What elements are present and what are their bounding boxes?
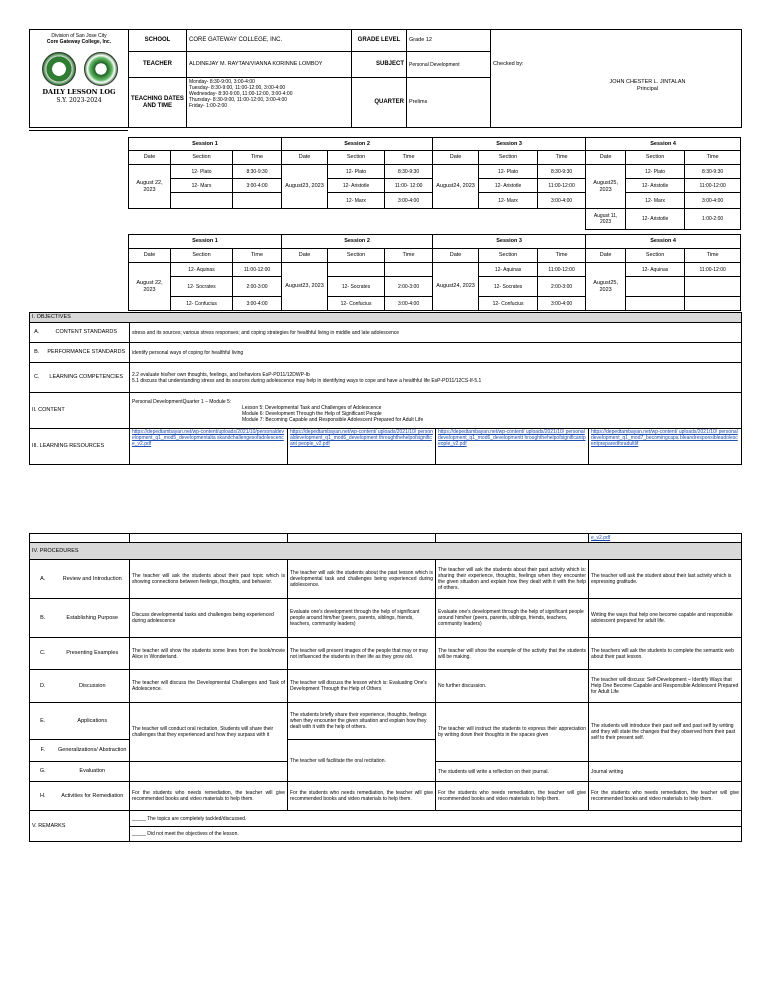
procedure-cell: Journal writing: [589, 762, 742, 782]
item-letter: C.: [30, 363, 44, 393]
time-cell: 2:00-3:00: [538, 277, 586, 297]
procedure-letter: H.: [30, 782, 56, 811]
learning-competencies-text: [130, 363, 742, 393]
procedure-cell: For the students who needs remediation, the teacher will give recommended books and video materials to help them.: [436, 782, 589, 811]
performance-standards-text: identify personal ways of coping for healthful living: [130, 343, 742, 363]
col-date: Date: [282, 249, 328, 263]
session-heading: Session 3: [433, 235, 586, 249]
time-cell: 3:00-4:00: [538, 297, 586, 311]
procedures-table: [29, 533, 742, 842]
time-cell: 3:00-4:00: [385, 193, 433, 209]
col-time: Time: [538, 249, 586, 263]
procedure-row: [30, 703, 742, 740]
procedure-cell: The teacher will present images of the people that may or may not influenced the students in their life as they grow old.: [288, 638, 436, 670]
session-heading: Session 2: [282, 235, 433, 249]
section-cell: 12- Aquinas: [626, 263, 685, 277]
procedure-title: Evaluation: [56, 762, 130, 782]
col-section: Section: [328, 151, 385, 165]
time-line: Wednesday- 8:30-9:00, 11:00-12:00, 3:00-4:00: [189, 91, 293, 97]
time-line: Tuesday- 8:30-9:00, 11:00-12:00, 3:00-4:00: [189, 85, 286, 91]
col-section: Section: [171, 151, 233, 165]
item-letter: B.: [30, 343, 44, 363]
checked-by-cell: [491, 30, 742, 128]
time-cell: 3:00-4:00: [385, 297, 433, 311]
section-cell: [626, 277, 685, 297]
section-cell: 12- Aquinas: [171, 263, 233, 277]
procedure-title: Discussion: [56, 670, 130, 703]
procedure-cell: Discuss developmental tasks and challenges being experienced during adolescence: [130, 599, 288, 638]
section-cell: 12- Socrates: [328, 277, 385, 297]
section-cell: [626, 297, 685, 311]
col-section: Section: [479, 151, 538, 165]
procedure-row: [30, 599, 742, 638]
procedure-cell: The teacher will discuss: Self-Development – Identify Ways that Help One Become Capable and Responsible Adolescent Prepared for Adult Life: [589, 670, 742, 703]
col-time: Time: [685, 249, 741, 263]
time-cell: 3:00-4:00: [233, 179, 282, 193]
section-cell: 12- Confucius: [479, 297, 538, 311]
time-cell: 11:00-12:00: [538, 179, 586, 193]
quarter-value: Prelims: [407, 78, 491, 128]
objectives-table: [29, 312, 742, 465]
resource-link[interactable]: https://depedtambayan.net/wp-content/ uploads/2021/10/ personaldevelopment_q1_mod7_becomingcapa bleandresponsibleadolescentpreparedforadultlif: [589, 429, 742, 465]
school-branding: [30, 30, 129, 128]
col-date: Date: [129, 151, 171, 165]
content-standards-text: stress and its sources; various stress responses; and coping strategies for healthful living in middle and late adolescence: [130, 323, 742, 343]
procedure-row: [30, 670, 742, 703]
time-cell: 8:30-9:30: [233, 165, 282, 179]
col-date: Date: [433, 151, 479, 165]
time-cell: 3:00-4:00: [233, 297, 282, 311]
col-section: Section: [328, 249, 385, 263]
col-section: Section: [626, 151, 685, 165]
section-cell: 12- Marx: [479, 193, 538, 209]
procedure-title: Establishing Purpose: [56, 599, 130, 638]
col-date: Date: [129, 249, 171, 263]
time-cell: 2:00-3:00: [233, 277, 282, 297]
procedure-cell: No further discussion.: [436, 670, 589, 703]
col-section: Section: [171, 249, 233, 263]
col-date: Date: [586, 151, 626, 165]
school-year: S.Y. 2023-2024: [56, 97, 102, 104]
procedure-row: [30, 560, 742, 599]
section-cell: 12- Marx: [328, 193, 385, 209]
time-cell: 8:30-9:30: [685, 165, 741, 179]
section-cell: 12- Aquinas: [479, 263, 538, 277]
resource-link-tail[interactable]: e_v2.pdf: [589, 534, 742, 543]
time-cell: [685, 297, 741, 311]
session-heading: Session 3: [433, 138, 586, 151]
time-cell: 11:00-12:00: [538, 263, 586, 277]
teaching-times: [187, 78, 352, 128]
time-cell: 3:00-4:00: [685, 193, 741, 209]
session-date: August 22, 2023: [129, 165, 171, 209]
procedure-letter: D.: [30, 670, 56, 703]
competency-line: 2.2 evaluate his/her own thoughts, feelings, and behaviors EsP-PD11/12DWP-Ib: [132, 371, 310, 378]
teaching-dates-label: TEACHING DATES AND TIME: [129, 78, 187, 128]
procedure-row: [30, 638, 742, 670]
school-logo: [42, 52, 76, 86]
time-cell: 11:00- 12:00: [385, 179, 433, 193]
section-cell: 12- Plato: [626, 165, 685, 179]
quarter-label: QUARTER: [352, 78, 407, 128]
procedure-cell: The teacher will discuss the Developmental Challenges and Task of Adolescence.: [130, 670, 288, 703]
time-line: Monday- 8:30-9:00, 3:00-4:00: [189, 79, 255, 85]
procedure-cell: The students will write a reflection on their journal.: [436, 762, 589, 782]
content-standards-label: CONTENT STANDARDS: [44, 323, 130, 343]
section-cell: 12- Aristotle: [479, 179, 538, 193]
procedures-heading: IV. PROCEDURES: [30, 543, 742, 560]
procedure-cell: The teachers will ask the students to complete the semantic web about their past lesson.: [589, 638, 742, 670]
item-letter: A.: [30, 323, 44, 343]
section-cell: [171, 193, 233, 209]
time-cell: 2:00-3:00: [385, 277, 433, 297]
section-cell: 12- Socrates: [479, 277, 538, 297]
checked-by-label: Checked by:: [493, 61, 524, 67]
checker-name: JOHN CHESTER L. JINTALAN: [609, 79, 686, 85]
col-time: Time: [538, 151, 586, 165]
procedure-cell: For the students who needs remediation, the teacher will give recommended books and video materials to help them.: [288, 782, 436, 811]
section-cell: 12- Marx: [171, 179, 233, 193]
content-text: [130, 393, 742, 429]
time-cell: 11:00-12:00: [685, 179, 741, 193]
col-date: Date: [282, 151, 328, 165]
procedure-title: Generalizations/ Abstraction: [56, 740, 130, 762]
section-cell: 12- Plato: [328, 165, 385, 179]
divider-line: [29, 130, 128, 131]
session-heading: Session 4: [586, 138, 741, 151]
procedure-letter: A.: [30, 560, 56, 599]
procedure-letter: G.: [30, 762, 56, 782]
procedure-cell: The teacher will ask the students about their past activity which is: sharing their experience, thoughts, feelings when they encounter the given situation and explain how they dealt with it with the help of others.: [436, 560, 589, 599]
col-time: Time: [233, 151, 282, 165]
school-short-name: Core Gateway College, Inc.: [46, 39, 112, 45]
time-cell: 11:00-12:00: [685, 263, 741, 277]
session-date: August25, 2023: [586, 263, 626, 311]
grade-level-value: Grade 12: [407, 30, 491, 52]
procedure-cell: The students briefly share their experience, thoughts, feelings when they encounter the given situation and explain how they dealt with it with the help of others.: [288, 703, 436, 740]
section-cell: 12- Socrates: [171, 277, 233, 297]
content-line: Module 7: Becoming Capable and Responsible Adolescent Prepared for Adult Life: [242, 416, 424, 423]
col-time: Time: [233, 249, 282, 263]
col-section: Section: [479, 249, 538, 263]
content-line: Personal DevelopmentQuarter 1 – Module 5:: [132, 398, 232, 405]
procedure-cell: The teacher will facilitate the oral recitation.: [288, 740, 436, 782]
session-heading: Session 4: [586, 235, 741, 249]
schedule-table-1: [128, 137, 741, 230]
procedure-cell: The teacher will show the students some lines from the book/movie Alice in Wonderland.: [130, 638, 288, 670]
school-value: CORE GATEWAY COLLEGE, INC.: [187, 30, 352, 52]
procedure-cell: Evaluate one's development through the help of significant people around him/her (peers, parents, siblings, friends, teachers, community leaders): [288, 599, 436, 638]
col-time: Time: [685, 151, 741, 165]
section-cell: 12- Plato: [479, 165, 538, 179]
deped-seal: [84, 52, 118, 86]
section-cell: 12- Aristotle: [328, 179, 385, 193]
time-cell: 8:30-9:30: [385, 165, 433, 179]
procedure-title: Review and Introduction: [56, 560, 130, 599]
time-line: Friday- 1:00-2:00: [189, 103, 228, 109]
procedure-title: Applications: [56, 703, 130, 740]
procedure-cell: The teacher will show the example of the activity that the students will be making.: [436, 638, 589, 670]
col-section: Section: [626, 249, 685, 263]
procedure-title: Activities for Remediation: [56, 782, 130, 811]
time-cell: 11:00-12:00: [233, 263, 282, 277]
time-line: Thursday- 8:30-9:00, 11:00-12:00, 3:00-4:00: [189, 97, 288, 103]
procedure-cell: The teacher will ask the student about their last activity which is expressing gratitude.: [589, 560, 742, 599]
content-line: Module 6: Development Through the Help of Significant People: [242, 410, 382, 417]
procedure-cell: The teacher will discuss the lesson which is: Evaluating One's Development Through the Help of Others: [288, 670, 436, 703]
procedure-letter: C.: [30, 638, 56, 670]
performance-standards-label: PERFORMANCE STANDARDS: [44, 343, 130, 363]
objectives-heading: I. OBJECTIVES: [30, 313, 742, 323]
resource-link[interactable]: https://depedtambayan.net/wp-content/ uploads/2021/10/ personaldevelopment_q1_mod6_developmentt hroughthehelpofsignificantpeople_v2.pdf: [436, 429, 589, 465]
remarks-text: [130, 811, 742, 842]
procedure-cell: The teacher will ask the students about their past topic which is showing connections between feelings, thoughts, and behavior.: [130, 560, 288, 599]
subject-value: Personal Development: [407, 52, 491, 78]
log-title: DAILY LESSON LOG: [42, 88, 116, 96]
session-date: August25, 2023: [586, 165, 626, 209]
section-cell: 12- Confucius: [171, 297, 233, 311]
procedure-letter: B.: [30, 599, 56, 638]
section-cell: 12- Confucius: [328, 297, 385, 311]
session-date: August23, 2023: [282, 165, 328, 209]
procedure-letter: E.: [30, 703, 56, 740]
learning-competencies-label: LEARNING COMPETENCIES: [44, 363, 130, 393]
procedure-title: Presenting Examples: [56, 638, 130, 670]
procedure-cell: For the students who needs remediation, the teacher will give recommended books and video materials to help them.: [130, 782, 288, 811]
col-time: Time: [385, 249, 433, 263]
session-date: August24, 2023: [433, 165, 479, 209]
section-cell: 12- Aristotle: [626, 209, 685, 230]
resources-heading: III. LEARNING RESOURCES: [30, 429, 130, 465]
time-cell: [233, 193, 282, 209]
time-cell: 1:00-2:00: [685, 209, 741, 230]
time-cell: 8:30-9:30: [538, 165, 586, 179]
session-date: August 22, 2023: [129, 263, 171, 311]
col-date: Date: [433, 249, 479, 263]
header-table: [29, 29, 742, 128]
procedure-row: [30, 782, 742, 811]
procedure-cell: The students will introduce their past self and past self by writing and they will state the changes that they observed from their past self to their present self.: [589, 703, 742, 762]
content-heading: II. CONTENT: [30, 393, 130, 429]
session-date: August23, 2023: [282, 263, 328, 311]
section-cell: 12- Aristotle: [626, 179, 685, 193]
grade-level-label: GRADE LEVEL: [352, 30, 407, 52]
procedure-cell: Writing the ways that help one become capable and responsible adolescent prepared for adult life.: [589, 599, 742, 638]
col-date: Date: [586, 249, 626, 263]
competency-line: 5.1 discuss that understanding stress and its sources during adolescence may help in identifying ways to cope and have a healthful life EsP-PD11/12CS-If-5.1: [132, 377, 482, 384]
procedure-cell: For the students who needs remediation, the teacher will give recommended books and video materials to help them.: [589, 782, 742, 811]
time-cell: 3:00-4:00: [538, 193, 586, 209]
remark-line: _____ Did not meet the objectives of the lesson.: [132, 830, 239, 837]
session-date: August24, 2023: [433, 263, 479, 311]
col-time: Time: [385, 151, 433, 165]
procedure-letter: F.: [30, 740, 56, 762]
session-heading: Session 1: [129, 138, 282, 151]
resource-link[interactable]: https://depedtambayan.net/wp-content/uploads/2021/10/personaldevelopment_q1_mod5_developmentalta skandchallengesofadolescence_v2.pdf: [130, 429, 288, 465]
procedure-cell: [130, 762, 288, 782]
procedure-cell: Evaluate one's development through the help of significant people around him/her (peers, parents, siblings, friends, teachers, community leaders): [436, 599, 589, 638]
procedure-cell: The teacher will conduct oral recitation. Students will share their challenges that they experienced and how they surpass with it: [130, 703, 288, 762]
school-label: SCHOOL: [129, 30, 187, 52]
session-heading: Session 2: [282, 138, 433, 151]
resource-link[interactable]: https://depedtambayan.net/wp-content/ uploads/2021/10/ personaldevelopment_q1_mod6_development throughthehelpofsignificant people_v2.pdf: [288, 429, 436, 465]
checker-title: Principal: [636, 86, 659, 92]
remarks-heading: V. REMARKS: [30, 811, 130, 842]
procedure-cell: The teacher will instruct the students to express their appreciation by writing down their thoughts in the spaces given: [436, 703, 589, 762]
section-cell: 12- Marx: [626, 193, 685, 209]
session-date: August 11, 2023: [586, 209, 626, 230]
time-cell: [385, 263, 433, 277]
teacher-label: TEACHER: [129, 52, 187, 78]
content-line: Lesson 5: Developmental Task and Challenges of Adolescence: [242, 404, 382, 411]
session-heading: Session 1: [129, 235, 282, 249]
time-cell: [685, 277, 741, 297]
procedure-cell: The teacher will ask the students about the past lesson which is developmental task and challenges being experienced during adolescence.: [288, 560, 436, 599]
section-cell: [328, 263, 385, 277]
schedule-table-2: [128, 234, 741, 311]
division-name: Division of San Jose City: [51, 33, 107, 39]
teacher-value: ALDINEJAY M. RAYTAN/VIANNA KORINNE LOMBOY: [187, 52, 352, 78]
subject-label: SUBJECT: [352, 52, 407, 78]
remark-line: _____ The topics are completely tackled/discussed.: [130, 812, 741, 827]
section-cell: 12- Plato: [171, 165, 233, 179]
